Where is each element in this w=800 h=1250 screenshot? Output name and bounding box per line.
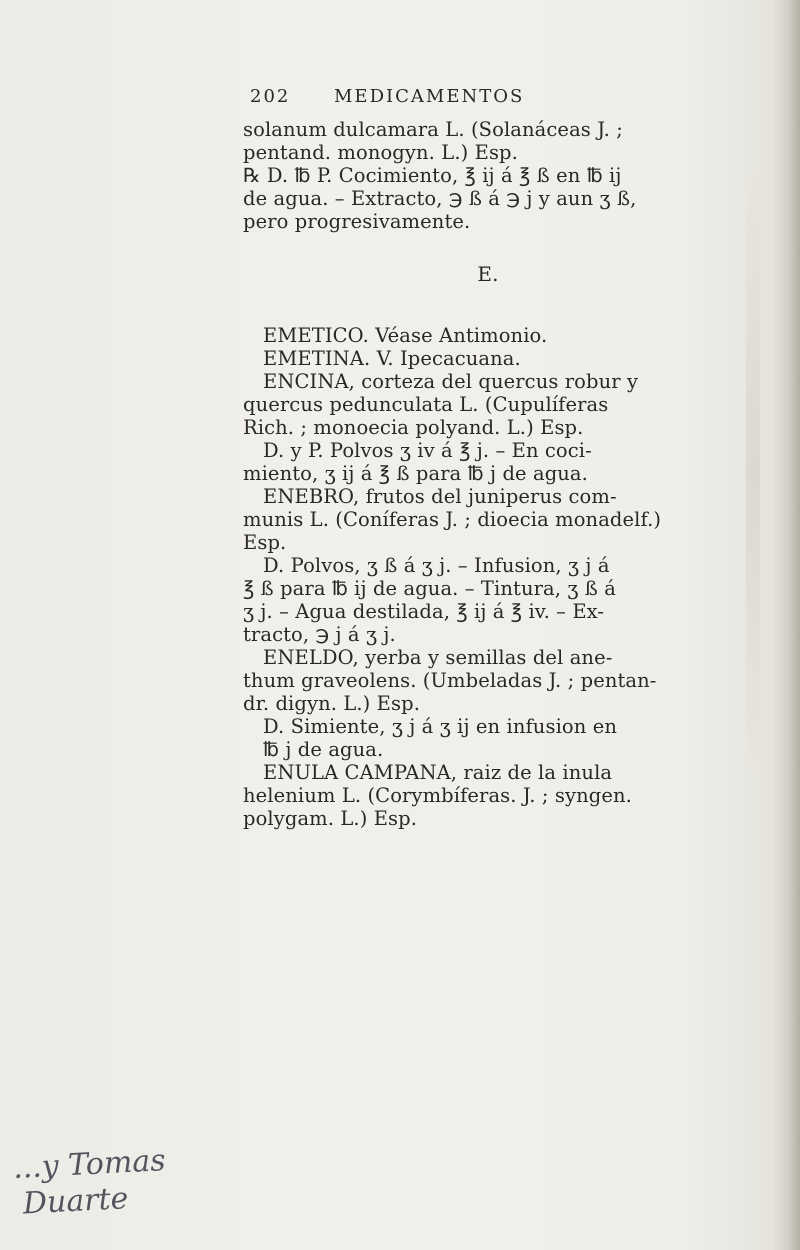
- entry-line: EMETINA. V. Ipecacuana.: [263, 347, 521, 370]
- entry-line: ENCINA, corteza del quercus robur y: [263, 370, 639, 393]
- entry-line: dr. digyn. L.) Esp.: [243, 692, 421, 715]
- page-number: 202: [250, 86, 291, 107]
- text-line: ℞ D. ℔ P. Cocimiento, ℥ ij á ℥ ß en ℔ ij: [243, 164, 622, 187]
- entry-line: polygam. L.) Esp.: [243, 807, 418, 830]
- entry-line: Rich. ; monoecia polyand. L.) Esp.: [243, 416, 584, 439]
- text-line: de agua. – Extracto, ℈ ß á ℈ j y aun ʒ ß,: [243, 187, 637, 210]
- handwritten-note: [12, 1144, 168, 1222]
- page-body: [243, 118, 763, 830]
- entry-line: quercus pedunculata L. (Cupulíferas: [243, 393, 609, 416]
- handwritten-line: ...y Tomas: [12, 1143, 167, 1186]
- entry-line: ENULA CAMPANA, raiz de la inula: [263, 761, 613, 784]
- entry-line: ENEBRO, frutos del juniperus com-: [263, 485, 617, 508]
- entry-line: ʒ j. – Agua destilada, ℥ ij á ℥ iv. – Ex-: [243, 600, 605, 623]
- entry-line: ENELDO, yerba y semillas del ane-: [263, 646, 613, 669]
- entry-line: D. y P. Polvos ʒ iv á ℥ j. – En coci-: [263, 439, 592, 462]
- entry-line: thum graveolens. (Umbeladas J. ; pentan-: [243, 669, 657, 692]
- text-line: pero progresivamente.: [243, 210, 471, 233]
- text-line: pentand. monogyn. L.) Esp.: [243, 141, 518, 164]
- entry-line: EMETICO. Véase Antimonio.: [263, 324, 548, 347]
- entry-line: miento, ʒ ij á ℥ ß para ℔ j de agua.: [243, 462, 588, 485]
- entry-line: helenium L. (Corymbíferas. J. ; syngen.: [243, 784, 632, 807]
- entry-line: munis L. (Coníferas J. ; dioecia monadelf.): [243, 508, 662, 531]
- handwritten-line: Duarte: [22, 1181, 130, 1222]
- entry-line: tracto, ℈ j á ʒ j.: [243, 623, 396, 646]
- entry-line: Esp.: [243, 531, 287, 554]
- text-line: solanum dulcamara L. (Solanáceas J. ;: [243, 118, 623, 141]
- entry-line: D. Polvos, ʒ ß á ʒ j. – Infusion, ʒ j á: [263, 554, 610, 577]
- entry-line: ℥ ß para ℔ ij de agua. – Tintura, ʒ ß á: [243, 577, 616, 600]
- running-title: MEDICAMENTOS: [334, 86, 525, 107]
- entry-line: D. Simiente, ʒ j á ʒ ij en infusion en: [263, 715, 617, 738]
- section-letter: E.: [477, 262, 499, 286]
- page-edge-shadow: [772, 0, 800, 1250]
- running-head: [250, 86, 770, 107]
- entry-line: ℔ j de agua.: [263, 738, 384, 761]
